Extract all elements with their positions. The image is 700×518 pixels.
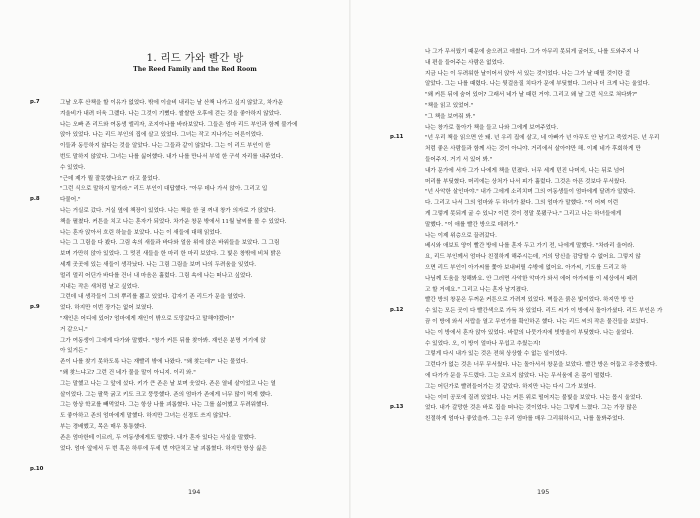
text-line: 그런데 내 생각들이 그의 뿌리를 뽑고 있었다. 갑자기 존 리드가 문을 열었다. bbox=[60, 294, 246, 301]
text-line: "왜 커튼 뒤에 숨어 있어? 그래서 네가 날 때린 거야. 그리고 왜 날 그런 식으로 쳐다봐?" bbox=[425, 92, 638, 99]
text-line: 친절하게 엄마나 좋았을까. 그는 우리 엄마를 매우 그리워하시고, 나를 돌봐주었다. bbox=[425, 416, 625, 423]
page-marker: p.7 bbox=[30, 99, 40, 105]
text-line: 그는 어딘가로 빨려들어가는 것 같았다. 하지만 나는 다시 그가 보였다. bbox=[425, 383, 596, 390]
text-line: 부는 경배했고, 목은 매우 통통했다. bbox=[60, 423, 147, 430]
text-line: 나는 이미 공포에 질려 있었다. 나는 커튼 위로 떨어지는 불빛을 보았다. 나는 몹시 울었다. bbox=[425, 394, 643, 401]
text-line: 보며 가만히 앉아 있었다. 그 멋진 새들을 한 마리 한 마리 보았다. 그 빛은 창밖에 비쳐 밝은 bbox=[60, 251, 282, 258]
text-line: 었다. 하지만 이번 장가는 없어 보였다. bbox=[60, 305, 154, 312]
chapter-subtitle: The Reed Family and the Red Room bbox=[133, 66, 257, 73]
text-line: 거 같으니." bbox=[60, 326, 88, 333]
text-line: 존은 엄마한테 이르러, 두 여동생에게도 말했다. 내가 혼자 있다는 사실을 말했다. bbox=[60, 434, 257, 441]
text-line: 번도 말하지 않았다. 그녀는 나를 싫어했다. 내가 나를 만나서 부엌 한 구석 자리를 내주었다. bbox=[60, 153, 283, 160]
text-line: 었다. 내가 갈망한 것은 바로 집을 떠나는 것이었다. 나는 그렇게 느꼈다. 그는 가장 많은 bbox=[425, 405, 638, 412]
text-line: 으면 리드 부인이 아가씨를 쫓아 보내버릴 수밖에 없어요. 아가씨, 기도를 드리고 하 bbox=[425, 264, 627, 271]
right-page-number: 195 bbox=[537, 488, 550, 496]
text-line: 도 좋아하고 존의 엄마에게 말했다. 하지만 그녀는 신경도 쓰지 않았다. bbox=[60, 413, 231, 420]
text-line: 나님께 도움을 청해봐요. 안 그러면 사악한 악마가 와서 에어 아가씨를 이 세상에서 떼려 bbox=[425, 275, 638, 282]
text-line: 아 있거든." bbox=[60, 348, 88, 355]
text-line: 수 있는 모든 곳이 다 빨간색으로 가득 차 있었다. 리드 씨가 이 방에서 돌아가셨다. 리드 부인은 가 bbox=[425, 308, 663, 315]
text-line: 나는 혼자 앉아서 흐린 하늘을 보았다. 나는 이 새들에 대해 읽었다. bbox=[60, 229, 222, 236]
text-line: "왜 찾느냐고? 그런 건 네가 물을 말이 아니지. 이리 와." bbox=[60, 369, 196, 376]
right-page bbox=[350, 0, 700, 518]
text-line: 수 있었다. 오, 이 방이 얼마나 무섭고 추웠는지! bbox=[425, 340, 541, 347]
text-line: 빨간 방의 창문은 두꺼운 커튼으로 가려져 있었다. 벽들은 붉은 빛이었다. 하지만 방 안 bbox=[425, 297, 634, 304]
text-line: 이들과 동등하지 않다는 것을 알았다. 나는 그들과 같이 않았다. 그는 이 리드 부인이 한 bbox=[60, 143, 271, 150]
text-line: "재인은 어디에 있어? 엄마에게 재인이 밖으로 도망갔다고 말해야겠어!" bbox=[60, 315, 235, 322]
text-line: 그가 여동생이 그에게 다가와 말했다. "창가 커튼 뒤를 찾아봐. 재인은 분명 거기에 앉 bbox=[60, 337, 266, 344]
text-line: 나는 그 그림을 다 봤다. 그림 속의 새들과 바다와 얼음 위에 앉은 바위들을 보았다. 그 그림 bbox=[60, 240, 280, 247]
text-line: 말했다. "이 애를 빨간 방으로 데려가." bbox=[425, 221, 519, 228]
text-line: 게 그렇게 못되게 굴 수 있니? 이런 것이 정말 못됐구나." 그리고 나는 하녀들에게 bbox=[425, 210, 622, 217]
text-line: "그 책을 보여줘 봐." bbox=[425, 113, 476, 120]
text-line: 에 다가가 문을 두드렸다. 그는 오르지 않았다. 나는 무서움에 온 몸이 떨렸다. bbox=[425, 372, 613, 379]
text-line: 나는 창가로 돌아가 책을 들고 나와 그에게 보여주었다. bbox=[425, 124, 559, 131]
text-line: "그런 식으로 말하지 말거라." 리드 부인이 대답했다. "아무 데나 가서 앉아. 그리고 입 bbox=[60, 186, 268, 193]
text-line: 나는 이 방에서 혼자 앉아 있었다. 바깥의 나뭇가지에 빗방울이 부딪혔다. 나는 울었다. bbox=[425, 329, 634, 336]
text-line: 책을 펼쳤다. 커튼을 치고 나는 혼자가 되었다. 차가운 창문 밖에서 11월 날씨를 볼 수 있었다. bbox=[60, 218, 287, 225]
text-line: 내가 문가에 서자 그가 나에게 책을 던졌다. 너무 세게 던진 나머지, 나는 뒤로 넘어 bbox=[425, 167, 625, 174]
page-marker: p.10 bbox=[30, 466, 44, 473]
text-line: 멀리 멀리 어딘가 바다를 건너 내 마음은 흘렀다. 그림 속에 나는 떠나고 싶었다. bbox=[60, 272, 253, 279]
text-line: 겨울비가 내려 더욱 그랬다. 나는 그것이 기뻤다. 쌀쌀한 오후에 걷는 것을 좋아하지 않았다. bbox=[60, 110, 282, 117]
text-line: 존이 나를 찾기 못하도록 나는 재빨리 밖에 나왔다. "왜 찾는데?" 나는 물었다. bbox=[60, 359, 248, 366]
text-line: 그는 말했고 나는 그 앞에 섰다. 키가 큰 존은 날 보며 웃었다. 존은 열네 살이었고 나는 열 bbox=[60, 380, 276, 387]
text-line: 들어주지. 거기 서 있어 봐." bbox=[425, 156, 493, 163]
text-line: 수 있었다. bbox=[60, 164, 86, 171]
text-line: 알았다. 그는 나를 때렸다. 나는 뒷걸음질 치다가 문에 부딪혔다. 그러나 더 크게 나는 울었다. bbox=[425, 81, 650, 88]
page-marker: p.12 bbox=[390, 307, 404, 314]
text-line: 처럼 좋은 사람들과 함께 사는 것이 아니야. 거리에서 살아야만 해. 이제 네가 후회하게 만 bbox=[425, 146, 641, 153]
text-line: 었다. 엄마 앞에서 두 번 혹은 하루에 두세 번 야단치고 날 괴롭혔다. 하지만 항상 싫은 bbox=[60, 445, 267, 452]
text-line: "근데 제가 뭘 잘못했나요?" 라고 물었다. bbox=[60, 175, 160, 182]
text-line: 머리를 부딪혔다. 머리에는 상처가 나서 피가 흘렀다. 그것은 아픈 것보다 무서웠다. bbox=[425, 178, 627, 185]
text-line: "넌 우리 책을 읽으면 안 돼. 넌 우리 집에 살고, 네 아빠가 넌 아무도 안 남기고 죽었거든. 넌 우리 bbox=[425, 135, 660, 142]
text-line: 앉아 있었다. 나는 리드 부인의 집에 살고 있었다. 그녀는 작고 지나가는 어른이었다. bbox=[60, 132, 264, 139]
page-marker: p.8 bbox=[30, 196, 40, 203]
text-line: 베시와 애보트 양이 빨간 방에 나를 혼자 두고 가기 전, 나에게 말했다. "차라리 울어라. bbox=[425, 243, 635, 250]
text-line: 요, 리드 부인께서 엄마나 친절하게 해주시는데, 거의 당신을 감당할 수 없어요. 그렇지 않 bbox=[425, 254, 641, 261]
text-line: 내 편을 들어주는 사람은 없었다. bbox=[425, 59, 505, 66]
text-line: 다물어." bbox=[60, 197, 81, 204]
text-line: 그런다가 없는 것은 너무 무서웠다. 나는 돌아서서 창문을 보았다. 빨간 방은 어둡고 우중충했다. bbox=[425, 362, 658, 369]
text-line: 나는 이제 위층으로 끌려갔다. bbox=[425, 232, 497, 239]
text-line: 나는 거실로 갔다. 거실 옆에 책장이 있었다. 나는 책을 한 권 꺼내 창가 의자로 가 앉았다. bbox=[60, 207, 276, 214]
text-line: 나 그가 무서웠기 때문에 숨으려고 애썼다. 그가 아무리 못되게 굴어도, 나를 도와주지 나 bbox=[425, 49, 640, 55]
text-line: "책을 읽고 있었어." bbox=[425, 102, 474, 109]
page-marker: p.11 bbox=[390, 134, 404, 141]
text-line: 그렇게 다시 내가 있는 것은 전혀 상상할 수 없는 일이었다. bbox=[425, 351, 568, 358]
chapter-title: 1. 리드 가와 빨간 방 bbox=[146, 52, 244, 64]
text-line: 그날 오후 산책을 할 이유가 없었다. 밖에 이슬비 내리는 날 산책 나가고 싶지 않았고, 차가운 bbox=[60, 100, 283, 106]
text-line: 세계 곳곳에 있는 새들이 생각났다. 나는 그림 그림을 보며 나의 두려움을 잊었다. bbox=[60, 261, 257, 268]
text-line: "넌 사악한 살인마야." 내가 그에게 소리치며 그의 여동생들이 엄마에게 달려가 알렸다. bbox=[425, 189, 636, 196]
text-line: 고 할 거예요." 그리고 나는 혼자 남겨졌다. bbox=[425, 286, 529, 293]
left-page-body bbox=[60, 98, 330, 454]
text-line: 끔 이 방에 와서 서랍을 열고 무언가를 확인하곤 했다. 나는 리드 씨의 작은 물건들을 보았다. bbox=[425, 318, 648, 325]
text-line: 다. 그리고 나서 그의 엄마와 두 하녀가 왔다. 그의 엄마가 말했다. "이 어찌 이런 bbox=[425, 200, 619, 207]
right-page-body bbox=[425, 47, 693, 425]
text-line: 그는 항상 학교를 빼먹었다. 그는 항상 나를 괴롭혔다. 나는 그를 싫어했고 두려워했다. bbox=[60, 402, 269, 409]
text-line: 지금 나는 이 두려워한 날이어서 앉아 서 있는 것이었다. 나는 그가 날 때릴 것이란 걸 bbox=[425, 70, 630, 77]
left-page-number: 194 bbox=[188, 488, 201, 496]
page-marker: p.9 bbox=[30, 304, 40, 311]
page-marker: p.13 bbox=[390, 404, 404, 411]
text-line: 지내는 작은 새처럼 날고 싶었다. bbox=[60, 283, 140, 290]
text-line: 살이었다. 그는 팔뚝 굵고 키도 크고 뚱뚱했다. 존의 엄마가 존에게 너무 많이 먹게 했다. bbox=[60, 391, 273, 398]
text-line: 나는 오빠 존 리드와 여동생 엘리자, 조지아나를 바라보았다. 그들은 엄마 리드 부인과 함께 불가에 bbox=[60, 121, 298, 128]
